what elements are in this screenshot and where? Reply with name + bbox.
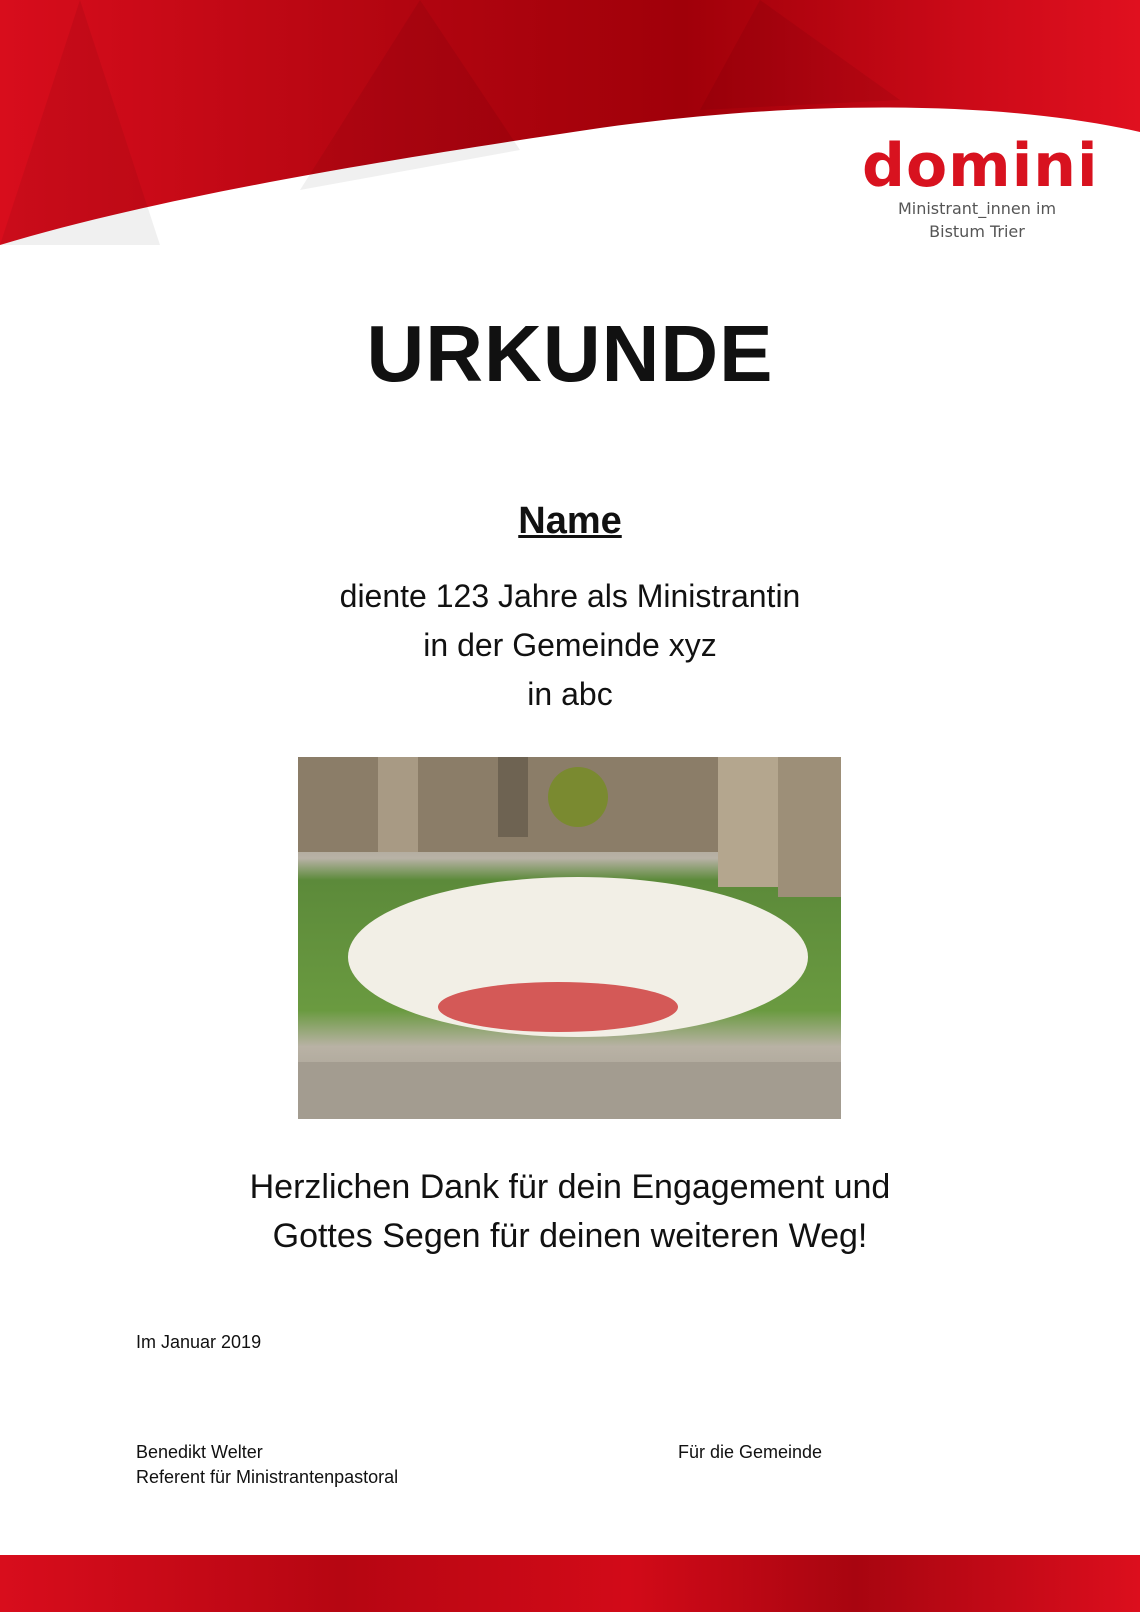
logo-subtitle-2: Bistum Trier: [929, 222, 1025, 241]
service-line: diente 123 Jahre als Ministrantin: [339, 578, 801, 614]
signer-name: Benedikt Welter: [136, 1442, 263, 1462]
footer-red-band: [0, 1555, 1140, 1612]
thanks-line: Herzlichen Dank für dein Engagement und: [249, 1168, 891, 1206]
date: Im Januar 2019: [136, 1332, 262, 1352]
recipient-name: Name: [518, 500, 622, 542]
group-photo-altar-servers: [298, 757, 841, 1119]
logo-wordmark: domini: [862, 131, 1099, 201]
service-line: in der Gemeinde xyz: [423, 627, 717, 663]
service-description: [0, 572, 1140, 719]
signer-block: [136, 1440, 398, 1490]
parish-signature-label: Für die Gemeinde: [678, 1442, 823, 1462]
certificate-title: URKUNDE: [366, 309, 774, 398]
thanks-line: Gottes Segen für deinen weiteren Weg!: [272, 1217, 868, 1255]
domini-logo: [862, 131, 1099, 242]
service-line: in abc: [527, 676, 613, 712]
thanks-message: [0, 1163, 1140, 1261]
logo-subtitle-1: Ministrant_innen im: [897, 199, 1057, 218]
signer-role: Referent für Ministrantenpastoral: [136, 1467, 399, 1487]
